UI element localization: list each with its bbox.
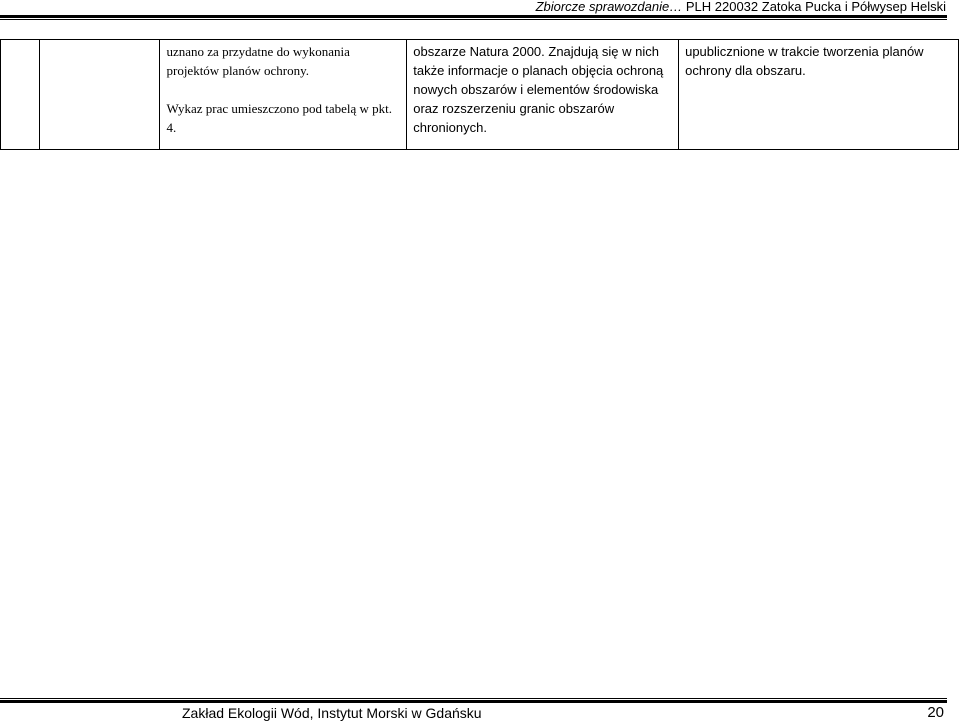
footer-rule-thin xyxy=(0,698,947,699)
cell-paragraph-works-list: Wykaz prac umieszczono pod tabelą w pkt. 4. xyxy=(166,101,393,135)
table-cell-notes xyxy=(679,40,959,150)
footer-institution: Zakład Ekologii Wód, Instytut Morski w Gdańsku xyxy=(182,705,482,721)
running-header xyxy=(0,0,946,14)
table-cell-status xyxy=(160,40,407,150)
footer-rule xyxy=(0,700,947,703)
table-cell-empty-2 xyxy=(40,40,160,150)
table-cell-description xyxy=(407,40,679,150)
table-row xyxy=(1,40,959,150)
header-site-name: PLH 220032 Zatoka Pucka i Półwysep Helski xyxy=(685,0,946,14)
header-rule xyxy=(0,15,947,18)
cell-paragraph-description: obszarze Natura 2000. Znajdują się w nich także informacje o planach objęcia ochroną nowych obszarów i elementów środowiska oraz rozszerzeniu granic obszarów chronionych. xyxy=(413,44,664,135)
continuation-table xyxy=(0,39,959,150)
header-report-title: Zbiorcze sprawozdanie… xyxy=(535,0,686,14)
table-cell-empty-1 xyxy=(1,40,40,150)
cell-paragraph-usefulness: uznano za przydatne do wykonania projektów planów ochrony. xyxy=(166,44,350,78)
cell-paragraph-notes: upublicznione w trakcie tworzenia planów ochrony dla obszaru. xyxy=(685,44,924,78)
header-rule-thin xyxy=(0,19,947,20)
page-number: 20 xyxy=(927,704,944,721)
